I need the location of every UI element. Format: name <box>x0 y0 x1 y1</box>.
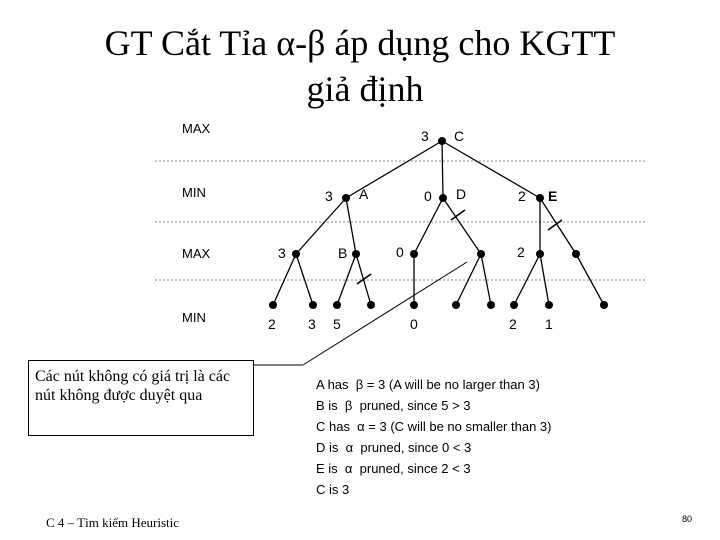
leaf-node <box>545 301 553 309</box>
node-value: 2 <box>517 244 525 260</box>
leaf-node <box>487 301 495 309</box>
node-name: C <box>454 128 465 144</box>
tree-node <box>410 250 418 258</box>
edge <box>296 254 313 305</box>
leaf-node <box>600 301 608 309</box>
slide-footer: C 4 – Tìm kiếm Heuristic <box>46 515 179 530</box>
title-line-1: GT Cắt Tỉa α-β áp dụng cho KGTT <box>104 23 616 63</box>
tree-node <box>536 250 544 258</box>
tree-node-b <box>352 250 360 258</box>
edge <box>414 198 443 254</box>
node-value: 3 <box>421 128 429 144</box>
leaf-node <box>309 301 317 309</box>
edge <box>481 254 491 305</box>
leaf-node <box>269 301 277 309</box>
tree-node-e <box>536 194 544 202</box>
edge <box>442 141 443 198</box>
title-line-2: giả định <box>306 69 424 109</box>
leaf-value: 1 <box>545 316 553 332</box>
tree-node-c <box>438 137 446 145</box>
callout-note: Các nút không có giá trị là các nút không được duyệt qua <box>28 360 254 436</box>
node-name: E <box>548 188 558 204</box>
leaf-value: 0 <box>410 316 418 332</box>
node-name: D <box>456 186 467 202</box>
level-separators <box>155 161 645 280</box>
explanation-line: D is α pruned, since 0 < 3 <box>316 440 472 455</box>
explanation-line: C is 3 <box>316 482 350 497</box>
node-value: 0 <box>424 188 432 204</box>
node-value: 3 <box>278 245 286 261</box>
page-number: 80 <box>682 514 693 524</box>
tree-node-d <box>439 194 447 202</box>
explanation-line: B is β pruned, since 5 > 3 <box>316 398 471 413</box>
explanation-line: C has α = 3 (C will be no smaller than 3) <box>316 419 552 434</box>
node-value: 3 <box>325 188 333 204</box>
prune-marks <box>357 210 562 284</box>
level-label-min: MIN <box>182 185 206 200</box>
explanation-line: A has β = 3 (A will be no larger than 3) <box>316 377 540 392</box>
level-label-min: MIN <box>182 310 206 325</box>
tree-node <box>572 250 580 258</box>
level-label-max: MAX <box>182 121 211 136</box>
edge <box>346 198 356 254</box>
leaf-value: 5 <box>333 316 341 332</box>
leaf-node <box>452 301 460 309</box>
leaf-node <box>510 301 518 309</box>
node-value: 2 <box>518 188 526 204</box>
explanation-line: E is α pruned, since 2 < 3 <box>316 461 471 476</box>
leaf-value: 2 <box>509 316 517 332</box>
leaf-value: 2 <box>268 316 276 332</box>
leaf-node <box>367 301 375 309</box>
leaf-value: 3 <box>308 316 316 332</box>
callout-connector <box>303 262 467 365</box>
node-name: A <box>359 186 369 202</box>
leaf-node <box>333 301 341 309</box>
edge <box>540 198 576 254</box>
prune-mark <box>451 210 465 220</box>
node-value: 0 <box>396 244 404 260</box>
tree-node <box>292 250 300 258</box>
pruning-explanations <box>316 374 551 500</box>
leaf-node <box>410 301 418 309</box>
node-name: B <box>338 245 348 261</box>
tree-node-a <box>342 194 350 202</box>
level-label-max: MAX <box>182 246 211 261</box>
edge <box>443 198 481 254</box>
tree-node <box>477 250 485 258</box>
